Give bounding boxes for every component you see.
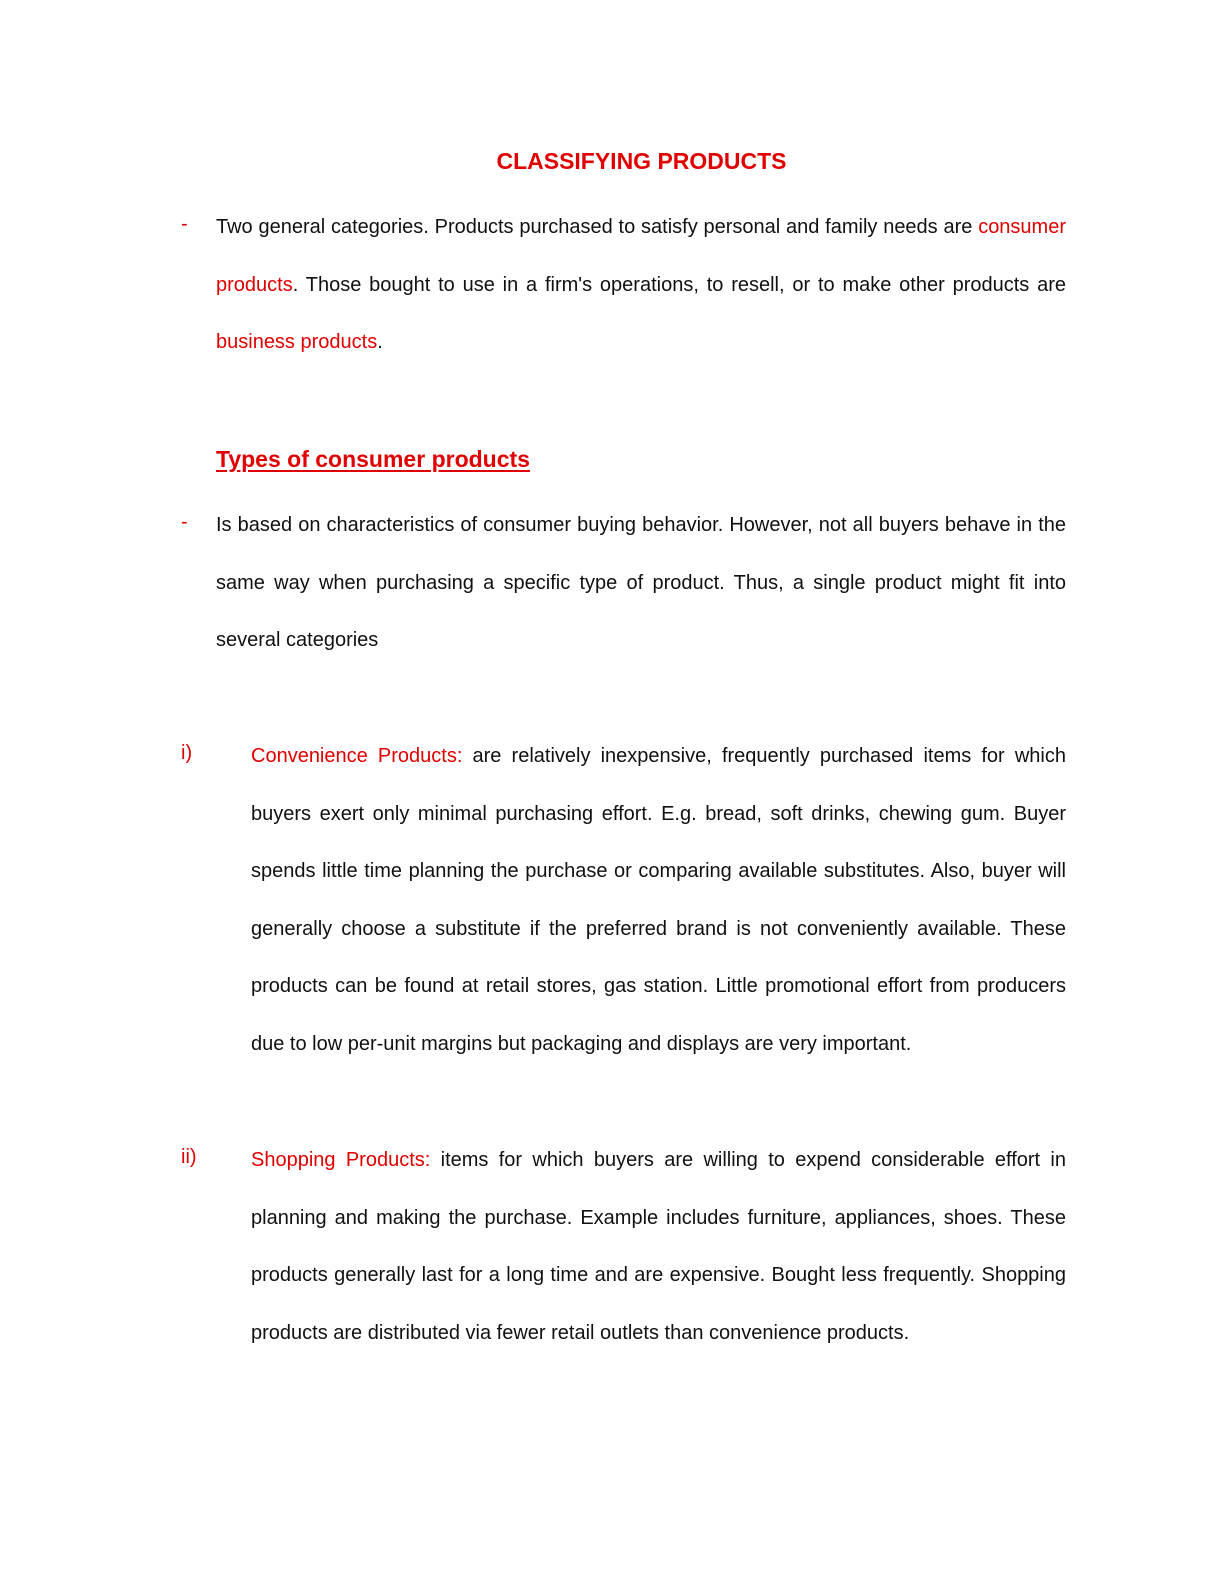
intro-paragraph	[216, 199, 1066, 372]
convenience-products-text: are relatively inexpensive, frequently purchased items for which buyers exert only minimal purchasing effort. E.g. bread, soft drinks, chewing gum. Buyer spends little time planning the purchase or comparing available substitutes. Also, buyer will generally choose a substitute if the preferred brand is not conveniently available. These products can be found at retail stores, gas station. Little promotional effort from producers due to low per-unit margins but packaging and displays are very important.	[251, 745, 1066, 1055]
shopping-products-text: items for which buyers are willing to expend considerable effort in planning and making the purchase. Example includes furniture, appliances, shoes. These products generally last for a long time and are expensive. Bought less frequently. Shopping products are distributed via fewer retail outlets than convenience products.	[251, 1149, 1066, 1344]
section-heading: Types of consumer products	[216, 446, 530, 472]
consumer-products-term: consumer products	[216, 216, 1066, 296]
page-title: CLASSIFYING PRODUCTS	[496, 148, 787, 174]
item-numeral-convenience: i)	[181, 742, 193, 764]
business-products-term: business products	[216, 331, 378, 354]
intro-text-1: Two general categories. Products purchased to satisfy personal and family needs are	[216, 216, 979, 238]
shopping-products-paragraph	[251, 1132, 1066, 1362]
section-paragraph: Is based on characteristics of consumer buying behavior. However, not all buyers behave in the same way when purchasing a specific type of product. Thus, a single product might fit into several categories	[216, 514, 1066, 652]
intro-text-2: . Those bought to use in a firm's operations, to resell, or to make other products are	[292, 273, 1066, 296]
convenience-products-paragraph	[251, 728, 1066, 1074]
section-bullet: -	[181, 511, 188, 533]
intro-text-3: .	[377, 331, 383, 354]
item-numeral-shopping: ii)	[181, 1146, 197, 1168]
shopping-products-term: Shopping Products:	[251, 1149, 431, 1171]
intro-bullet: -	[181, 213, 188, 235]
convenience-products-term: Convenience Products:	[251, 745, 463, 767]
